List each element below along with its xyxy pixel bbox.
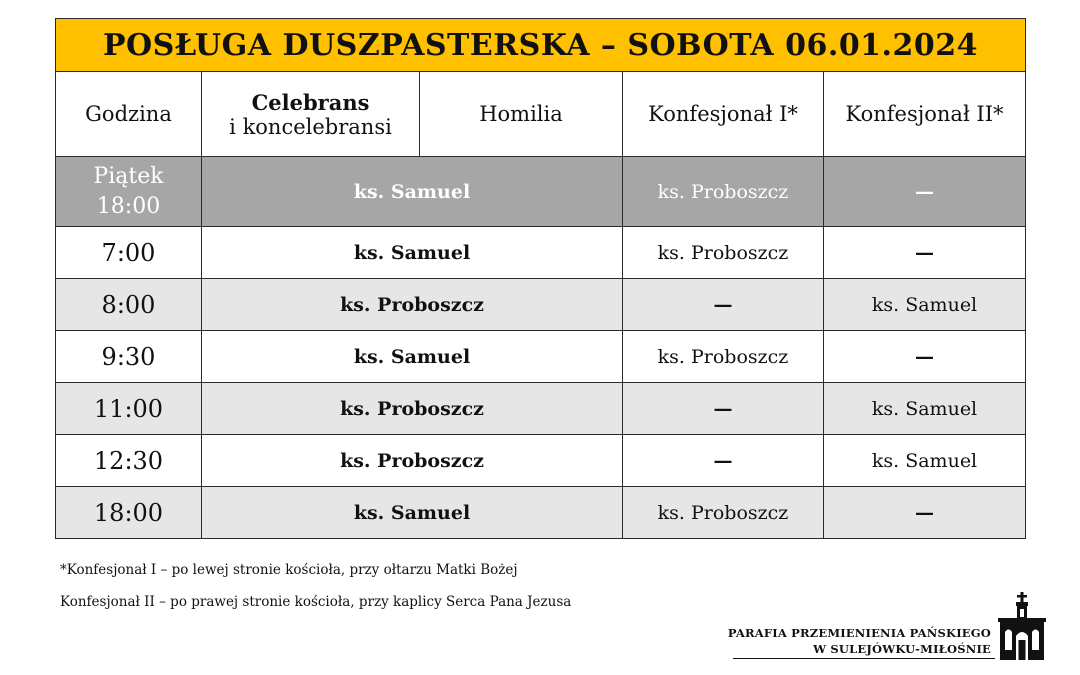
- celebrans-cell: ks. Samuel: [202, 487, 623, 539]
- konfesjonal-1-cell: —: [623, 435, 824, 487]
- konfesjonal-2-cell: —: [824, 331, 1026, 383]
- table-row: [56, 383, 1026, 435]
- table-row: [56, 331, 1026, 383]
- konfesjonal-2-cell: ks. Samuel: [824, 435, 1026, 487]
- header-homilia: Homilia: [420, 72, 623, 157]
- celebrans-cell: ks. Proboszcz: [202, 435, 623, 487]
- header-celebrans-title: Celebrans: [251, 89, 370, 115]
- celebrans-cell: ks. Proboszcz: [202, 383, 623, 435]
- table-row: [56, 487, 1026, 539]
- konfesjonal-2-cell: ks. Samuel: [824, 279, 1026, 331]
- time-cell: 9:30: [56, 331, 202, 383]
- time-cell: 11:00: [56, 383, 202, 435]
- konfesjonal-2-cell: —: [824, 157, 1026, 227]
- header-celebrans-sub: i koncelebransi: [229, 114, 392, 139]
- celebrans-cell: ks. Samuel: [202, 227, 623, 279]
- celebrans-cell: ks. Samuel: [202, 331, 623, 383]
- page-title: POSŁUGA DUSZPASTERSKA – SOBOTA 06.01.2024: [56, 19, 1026, 72]
- schedule-table: [55, 18, 1026, 539]
- time-value: 18:00: [96, 193, 161, 219]
- logo-line-2: W SULEJÓWKU-MIŁOŚNIE: [813, 642, 991, 656]
- konfesjonal-2-cell: —: [824, 227, 1026, 279]
- celebrans-cell: ks. Samuel: [202, 157, 623, 227]
- konfesjonal-1-cell: —: [623, 279, 824, 331]
- table-row: [56, 157, 1026, 227]
- header-konfesjonal-1: Konfesjonał I*: [623, 72, 824, 157]
- table-row: [56, 279, 1026, 331]
- church-icon: [996, 592, 1048, 662]
- header-celebrans: [202, 72, 420, 157]
- konfesjonal-1-cell: ks. Proboszcz: [623, 331, 824, 383]
- konfesjonal-1-cell: ks. Proboszcz: [623, 487, 824, 539]
- celebrans-cell: ks. Proboszcz: [202, 279, 623, 331]
- header-konfesjonal-2: Konfesjonał II*: [824, 72, 1026, 157]
- footnote-konfesjonal-1: *Konfesjonał I – po lewej stronie kościoła, przy ołtarzu Matki Bożej: [60, 562, 518, 578]
- table-row: [56, 435, 1026, 487]
- parish-logo: [727, 592, 1048, 662]
- konfesjonal-2-cell: ks. Samuel: [824, 383, 1026, 435]
- time-cell: 12:30: [56, 435, 202, 487]
- header-row: [56, 72, 1026, 157]
- footnote-konfesjonal-2: Konfesjonał II – po prawej stronie kościoła, przy kaplicy Serca Pana Jezusa: [60, 594, 572, 610]
- logo-divider: [733, 658, 995, 659]
- konfesjonal-1-cell: ks. Proboszcz: [623, 227, 824, 279]
- table-row: [56, 227, 1026, 279]
- konfesjonal-2-cell: —: [824, 487, 1026, 539]
- logo-line-1: PARAFIA PRZEMIENIENIA PAŃSKIEGO: [727, 626, 991, 640]
- konfesjonal-1-cell: ks. Proboszcz: [623, 157, 824, 227]
- header-godzina: Godzina: [56, 72, 202, 157]
- time-day: Piątek: [93, 163, 164, 189]
- time-cell: [56, 157, 202, 227]
- time-cell: 18:00: [56, 487, 202, 539]
- time-cell: 7:00: [56, 227, 202, 279]
- konfesjonal-1-cell: —: [623, 383, 824, 435]
- time-cell: 8:00: [56, 279, 202, 331]
